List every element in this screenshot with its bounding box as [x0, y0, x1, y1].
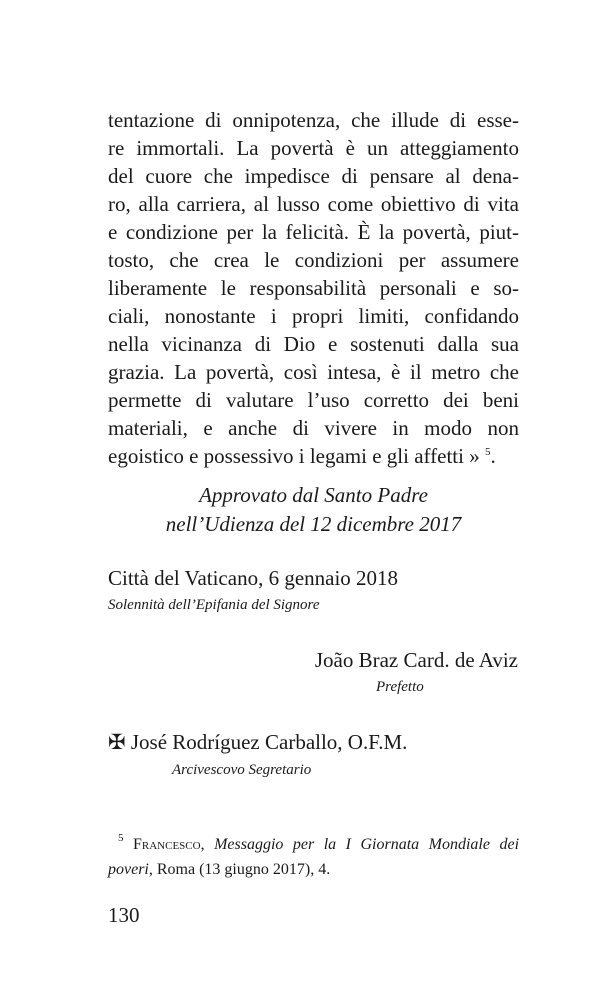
text-line: tosto, che crea le condizioni per assumere: [108, 248, 519, 272]
text-line: nella vicinanza di Dio e sostenuti dalla sua: [108, 332, 519, 356]
feast-day: Solennità dell’Epifania del Signore: [108, 597, 320, 613]
text-line: liberamente le responsabilità personali e so-: [108, 276, 519, 300]
text-line: tentazione di onnipotenza, che illude di esse-: [108, 108, 519, 132]
text-line: ro, alla carriera, al lusso come obiettivo di vita: [108, 192, 519, 216]
text-line-last: [108, 442, 519, 470]
footnote-ref[interactable]: 5: [484, 446, 491, 458]
footnote-author: Francesco,: [133, 836, 205, 853]
signatory-1-title: Prefetto: [376, 679, 424, 695]
cross-icon: ✠: [108, 730, 126, 754]
footnote-title: Messaggio per la I Giornata Mondiale dei: [214, 836, 520, 853]
signatory-1-name: João Braz Card. de Aviz: [314, 648, 518, 672]
body-paragraph: [108, 106, 519, 470]
text-line: e condizione per la felicità. È la povertà, piut-: [108, 220, 519, 244]
signatory-2-name: [108, 730, 407, 754]
text-line: re immortali. La povertà è un atteggiamento: [108, 136, 519, 160]
footnote-number: 5: [118, 832, 124, 844]
approval-line-2: nell’Udienza del 12 dicembre 2017: [165, 512, 462, 536]
text-line: del cuore che impedisce di pensare al dena-: [108, 164, 519, 188]
approval-line-1: Approvato dal Santo Padre: [199, 483, 428, 507]
footnote-rest: Roma (13 giugno 2017), 4.: [152, 861, 331, 878]
text-line: ciali, nonostante i propri limiti, confidando: [108, 304, 519, 328]
footnote-title-cont: poveri,: [108, 861, 153, 878]
text-line: materiali, e anche di vivere in modo non: [108, 416, 519, 440]
last-line-end: .: [490, 444, 496, 468]
page-number: 130: [108, 903, 140, 927]
text-line: grazia. La povertà, così intesa, è il metro che: [108, 360, 519, 384]
footnote: [108, 832, 519, 882]
text-line: permette di valutare l’uso corretto dei beni: [108, 388, 519, 412]
last-line-text: egoistico e possessivo i legami e gli affetti »: [108, 444, 480, 468]
signatory-2-title: Arcivescovo Segretario: [172, 762, 312, 778]
place-date: Città del Vaticano, 6 gennaio 2018: [108, 566, 399, 590]
signatory-2-name-text: José Rodríguez Carballo, O.F.M.: [130, 730, 408, 754]
